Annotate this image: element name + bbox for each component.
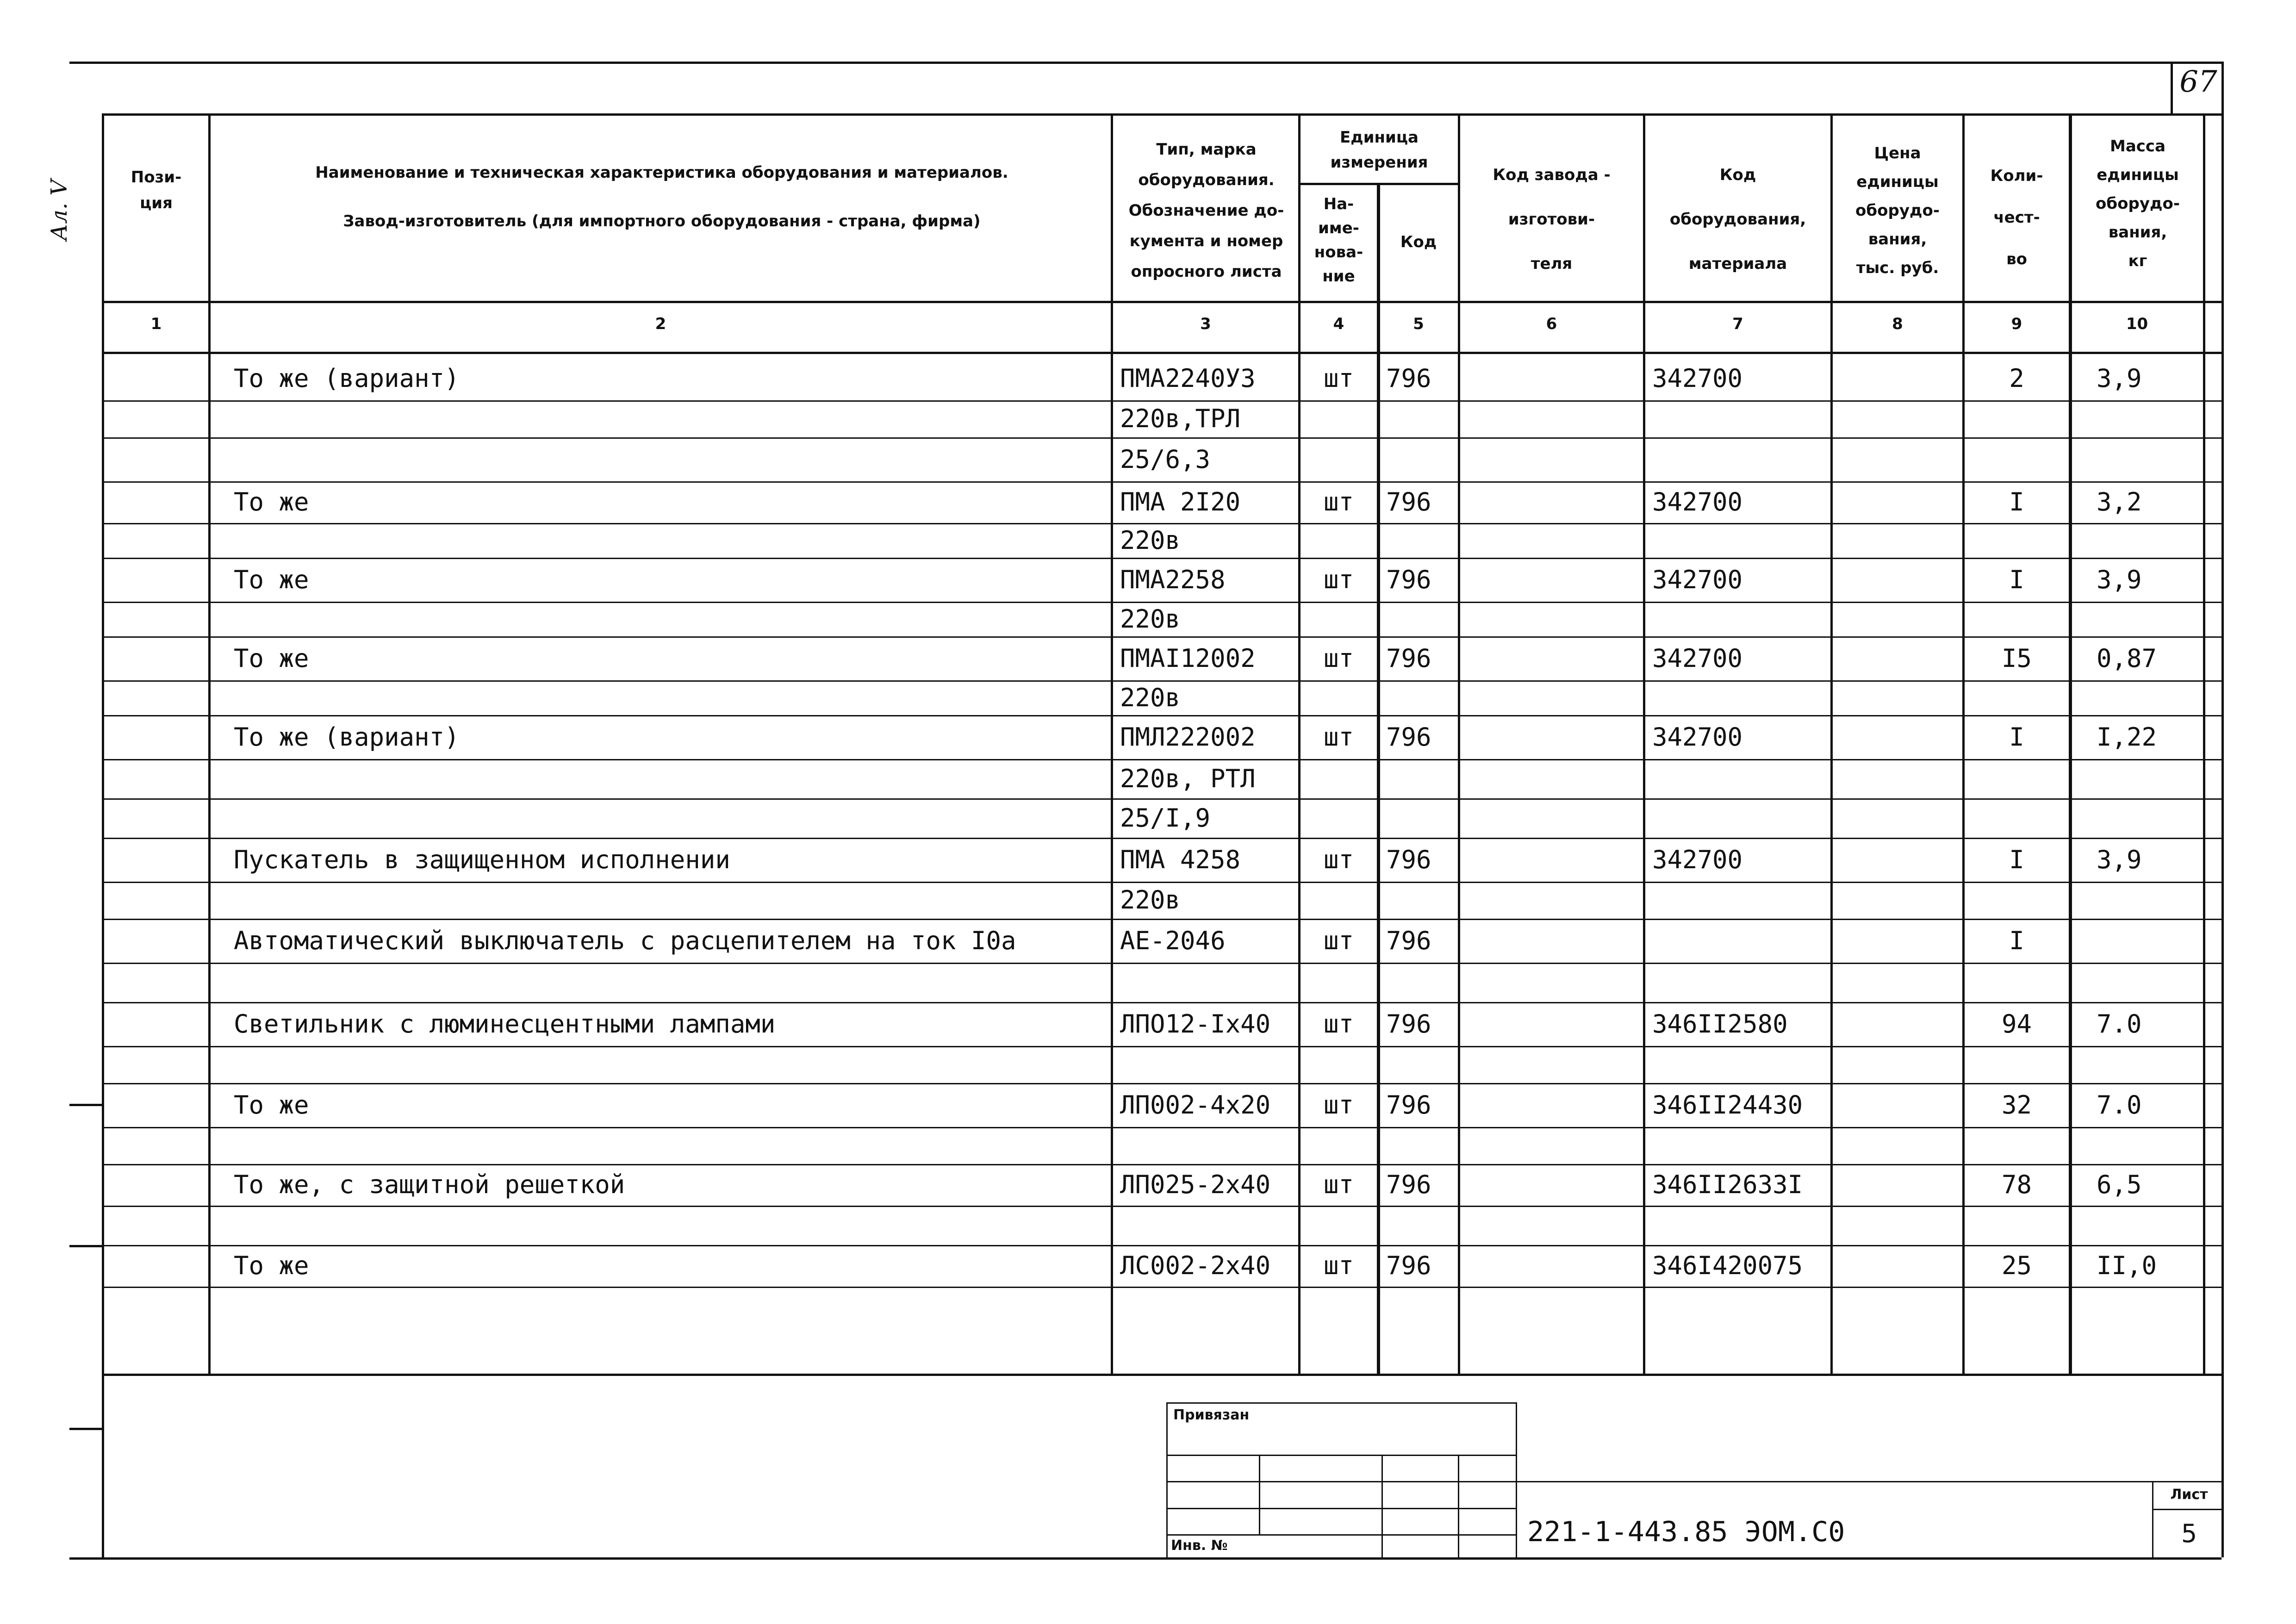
cell-equip: 346II2580 bbox=[1652, 1009, 1788, 1039]
cell-code: 796 bbox=[1386, 1170, 1431, 1199]
cell-type: ПМАI12002 bbox=[1120, 643, 1256, 673]
cell-unit: шт bbox=[1323, 1009, 1354, 1039]
stamp-line bbox=[1166, 1534, 1516, 1536]
row-separator bbox=[102, 602, 2221, 603]
cell-mass: 6,5 bbox=[2097, 1170, 2142, 1199]
header-quantity: Коли- чест- во bbox=[1990, 167, 2043, 268]
header-name-line1: Наименование и техническая характеристика оборудования и материалов. bbox=[315, 163, 1008, 182]
cell-mass: 7.0 bbox=[2097, 1090, 2142, 1120]
cell-equip: 342700 bbox=[1652, 363, 1743, 393]
row-separator bbox=[102, 1002, 2221, 1003]
title-block-line bbox=[1516, 1481, 2221, 1482]
cell-unit: шт bbox=[1323, 845, 1354, 874]
header-unit-code: Код bbox=[1400, 233, 1437, 251]
col-line-10 bbox=[2203, 113, 2205, 1375]
cell-code: 796 bbox=[1386, 643, 1431, 673]
cell-type: ПМА 2I20 bbox=[1120, 487, 1241, 516]
cell-unit: шт bbox=[1323, 565, 1354, 594]
cell-equip: 346I420075 bbox=[1652, 1251, 1803, 1280]
row-separator bbox=[102, 1206, 2221, 1207]
cell-unit: шт bbox=[1323, 487, 1354, 516]
stamp-top bbox=[1166, 1402, 1516, 1404]
cell-type: ПМА 4258 bbox=[1120, 845, 1241, 874]
cell-type: ПМА2240У3 bbox=[1120, 363, 1256, 393]
cell-qty: I bbox=[2009, 722, 2024, 752]
stamp-line bbox=[1166, 1508, 1516, 1509]
cell-qty: I bbox=[2009, 845, 2024, 874]
side-mark: Ал. V bbox=[46, 179, 72, 241]
colnum-bottom bbox=[102, 352, 2221, 354]
cell-code: 796 bbox=[1386, 487, 1431, 516]
cell-qty: I bbox=[2009, 565, 2024, 594]
stamp-col bbox=[1458, 1455, 1459, 1557]
cell-name: То же (вариант) bbox=[234, 363, 460, 393]
cell-type: 25/I,9 bbox=[1120, 803, 1211, 833]
page-corner-number: 67 bbox=[2179, 65, 2217, 99]
cell-qty: 25 bbox=[2001, 1251, 2032, 1280]
row-separator bbox=[102, 481, 2221, 483]
cell-name: То же (вариант) bbox=[234, 722, 460, 752]
colnum-5: 5 bbox=[1413, 315, 1424, 333]
stamp-bound-label: Привязан bbox=[1173, 1407, 1250, 1423]
cell-equip: 346II2633I bbox=[1652, 1170, 1803, 1199]
cell-equip: 342700 bbox=[1652, 487, 1743, 516]
header-bottom bbox=[102, 301, 2221, 303]
cell-mass: 3,9 bbox=[2097, 845, 2142, 874]
header-price: Цена единицы оборудо- вания, тыс. руб. bbox=[1855, 144, 1940, 277]
row-separator bbox=[102, 636, 2221, 638]
row-separator bbox=[102, 919, 2221, 920]
cell-type: 220в bbox=[1120, 683, 1181, 712]
cell-type: 220в bbox=[1120, 885, 1181, 915]
cell-type: ЛС002-2х40 bbox=[1120, 1251, 1271, 1280]
cell-code: 796 bbox=[1386, 1009, 1431, 1039]
cell-type: 220в,ТРЛ bbox=[1120, 404, 1241, 433]
row-separator bbox=[102, 1046, 2221, 1047]
frame-right bbox=[2221, 113, 2224, 1557]
row-separator bbox=[102, 558, 2221, 559]
row-separator bbox=[102, 1287, 2221, 1288]
stamp-line bbox=[1166, 1455, 1516, 1456]
cell-mass: I,22 bbox=[2097, 722, 2157, 752]
document-code: 221-1-443.85 ЭОМ.С0 bbox=[1527, 1516, 1845, 1548]
cell-qty: I bbox=[2009, 487, 2024, 516]
corner-box-right bbox=[2221, 62, 2224, 113]
row-separator bbox=[102, 1164, 2221, 1165]
frame-bottom bbox=[69, 1557, 2221, 1560]
margin-tick bbox=[69, 1104, 102, 1106]
col-line-6 bbox=[1643, 113, 1645, 1375]
colnum-6: 6 bbox=[1546, 315, 1557, 333]
header-type: Тип, марка оборудования. Обозначение до- кумента и номер опросного листа bbox=[1128, 140, 1284, 281]
row-separator bbox=[102, 798, 2221, 800]
header-position: Пози- ция bbox=[131, 168, 182, 212]
cell-code: 796 bbox=[1386, 363, 1431, 393]
cell-code: 796 bbox=[1386, 845, 1431, 874]
cell-equip: 346II24430 bbox=[1652, 1090, 1803, 1120]
cell-code: 796 bbox=[1386, 1090, 1431, 1120]
cell-mass: 3,9 bbox=[2097, 565, 2142, 594]
row-separator bbox=[102, 1083, 2221, 1084]
row-separator bbox=[102, 400, 2221, 402]
col-line-5 bbox=[1458, 113, 1460, 1375]
col-line-9 bbox=[2069, 113, 2072, 1375]
cell-name: Светильник с люминесцентными лампами bbox=[234, 1009, 776, 1039]
cell-unit: шт bbox=[1323, 1090, 1354, 1120]
cell-type: 25/6,3 bbox=[1120, 444, 1211, 474]
row-separator bbox=[102, 759, 2221, 760]
cell-equip: 342700 bbox=[1652, 643, 1743, 673]
header-mass: Масса единицы оборудо- вания, кг bbox=[2096, 137, 2180, 270]
cell-name: То же bbox=[234, 1090, 309, 1120]
sheet-number: 5 bbox=[2181, 1519, 2197, 1548]
cell-code: 796 bbox=[1386, 722, 1431, 752]
cell-qty: 94 bbox=[2001, 1009, 2032, 1039]
cell-qty: 32 bbox=[2001, 1090, 2032, 1120]
row-separator bbox=[102, 963, 2221, 964]
stamp-inv-label: Инв. № bbox=[1171, 1537, 1228, 1554]
header-unit-group: Единица измерения bbox=[1330, 128, 1428, 172]
margin-tick bbox=[69, 1428, 102, 1430]
cell-mass: 3,2 bbox=[2097, 487, 2142, 516]
cell-code: 796 bbox=[1386, 1251, 1431, 1280]
header-name-line2: Завод-изготовитель (для импортного оборудования - страна, фирма) bbox=[343, 212, 981, 230]
cell-type: ЛП025-2х40 bbox=[1120, 1170, 1271, 1199]
colnum-3: 3 bbox=[1200, 315, 1211, 333]
cell-type: 220в, РТЛ bbox=[1120, 764, 1256, 793]
sheet-box-left bbox=[2152, 1481, 2153, 1557]
header-unit-name: На- име- нова- ние bbox=[1314, 195, 1363, 286]
body-bottom bbox=[102, 1374, 2221, 1376]
sheet-label: Лист bbox=[2170, 1487, 2208, 1503]
cell-mass: 7.0 bbox=[2097, 1009, 2142, 1039]
row-separator bbox=[102, 1245, 2221, 1246]
col-line-2 bbox=[1111, 113, 1113, 1375]
cell-equip: 342700 bbox=[1652, 565, 1743, 594]
stamp-right bbox=[1516, 1402, 1517, 1557]
colnum-4: 4 bbox=[1333, 315, 1344, 333]
cell-name: То же, с защитной решеткой bbox=[234, 1170, 625, 1199]
top-rule bbox=[69, 62, 2221, 64]
cell-name: Автоматический выключатель с расцепителем на ток I0а bbox=[234, 926, 1016, 955]
cell-type: АЕ-2046 bbox=[1120, 926, 1226, 955]
cell-qty: I bbox=[2009, 926, 2024, 955]
cell-mass: II,0 bbox=[2097, 1251, 2157, 1280]
header-equipment-code: Код оборудования, материала bbox=[1669, 166, 1806, 273]
cell-unit: шт bbox=[1323, 363, 1354, 393]
row-separator bbox=[102, 523, 2221, 524]
cell-name: Пускатель в защищенном исполнении bbox=[234, 845, 730, 874]
cell-name: То же bbox=[234, 1251, 309, 1280]
header-factory-code: Код завода - изготови- теля bbox=[1493, 166, 1611, 273]
cell-type: ПМЛ222002 bbox=[1120, 722, 1256, 752]
cell-type: 220в bbox=[1120, 604, 1181, 634]
row-separator bbox=[102, 838, 2221, 839]
stamp-col bbox=[1259, 1455, 1260, 1534]
col-line-4 bbox=[1377, 183, 1380, 1375]
cell-unit: шт bbox=[1323, 926, 1354, 955]
colnum-1: 1 bbox=[150, 315, 162, 333]
cell-mass: 0,87 bbox=[2097, 643, 2157, 673]
colnum-9: 9 bbox=[2011, 315, 2022, 333]
cell-code: 796 bbox=[1386, 565, 1431, 594]
cell-name: То же bbox=[234, 487, 309, 516]
row-separator bbox=[102, 715, 2221, 716]
colnum-7: 7 bbox=[1732, 315, 1743, 333]
cell-type: ПМА2258 bbox=[1120, 565, 1226, 594]
cell-unit: шт bbox=[1323, 1251, 1354, 1280]
frame-top bbox=[102, 113, 2221, 116]
stamp-col bbox=[1381, 1455, 1383, 1557]
cell-unit: шт bbox=[1323, 1170, 1354, 1199]
cell-equip: 342700 bbox=[1652, 722, 1743, 752]
row-separator bbox=[102, 680, 2221, 682]
col-line-1 bbox=[208, 113, 211, 1375]
row-separator bbox=[102, 437, 2221, 439]
colnum-10: 10 bbox=[2126, 315, 2148, 333]
col-line-7 bbox=[1830, 113, 1833, 1375]
cell-name: То же bbox=[234, 565, 309, 594]
cell-type: ЛПО12-Iх40 bbox=[1120, 1009, 1271, 1039]
cell-unit: шт bbox=[1323, 722, 1354, 752]
cell-qty: I5 bbox=[2001, 643, 2032, 673]
cell-type: 220в bbox=[1120, 526, 1181, 555]
cell-type: ЛП002-4х20 bbox=[1120, 1090, 1271, 1120]
cell-name: То же bbox=[234, 643, 309, 673]
cell-qty: 2 bbox=[2009, 363, 2024, 393]
sheet-box-line bbox=[2152, 1509, 2221, 1510]
stamp-line bbox=[1166, 1481, 1516, 1482]
cell-mass: 3,9 bbox=[2097, 363, 2142, 393]
row-separator bbox=[102, 1127, 2221, 1128]
cell-code: 796 bbox=[1386, 926, 1431, 955]
margin-tick bbox=[69, 1245, 102, 1247]
row-separator bbox=[102, 882, 2221, 883]
corner-box-left bbox=[2171, 62, 2173, 113]
colnum-8: 8 bbox=[1892, 315, 1903, 333]
cell-unit: шт bbox=[1323, 643, 1354, 673]
colnum-2: 2 bbox=[655, 315, 666, 333]
cell-qty: 78 bbox=[2001, 1170, 2032, 1199]
cell-equip: 342700 bbox=[1652, 845, 1743, 874]
